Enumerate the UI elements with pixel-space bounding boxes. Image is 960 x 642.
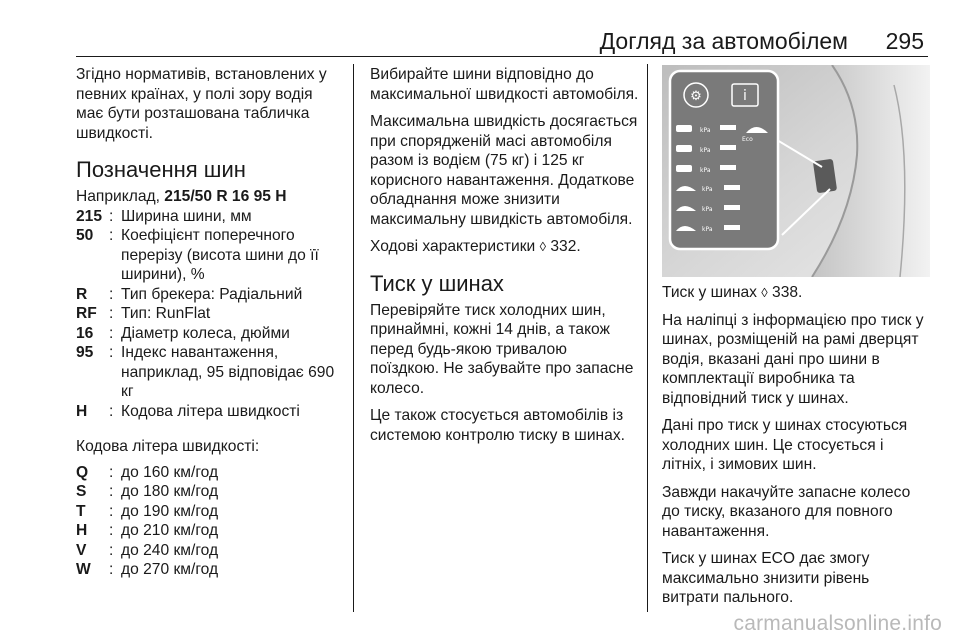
reference-arrow-icon: ◊ [761,285,768,300]
example-prefix: Наприклад, [76,188,165,205]
column-left [76,65,344,580]
column-middle [370,65,640,453]
example-line [76,187,344,207]
paragraph-check-pressure: Перевіряйте тиск холодних шин, принаймні, кожні 14 днів, а також перед будь-якою тривалою поїздкою. Не забувайте про запасне колесо. [370,301,634,397]
figure-label-kpa-5: kPa [702,206,713,213]
paragraph-eco-pressure: Тиск у шинах ECO дає змогу максимально знизити рівень витрати пального. [662,550,870,606]
page-number: 295 [885,28,924,54]
speed-code-separator: : [109,541,114,559]
reference-arrow-icon: ◊ [539,239,547,254]
speed-code-key: T [76,502,86,520]
paragraph-sticker-info: На наліпці з інформацією про тиск у шинах, розміщеній на рамі дверцят водія, вказані дані про шини в комплектації виробника та відповідний тиск у шинах. [662,311,924,407]
tire-code-separator: : [109,402,114,420]
speed-code-key: Q [76,463,89,481]
speed-code-key: V [76,541,87,559]
speed-code-separator: : [109,483,114,500]
tire-pressure-label-photo [662,65,930,277]
column-divider-2 [647,64,648,612]
speed-code-text: до 240 км/год [121,541,219,559]
driving-ref-text: Ходові характеристики [370,238,540,255]
page-title: Догляд за автомобілем [599,28,848,54]
intro-paragraph: Згідно нормативів, встановлених у певних країнах, у полі зору водія має бути розташована табличка швидкості. [76,66,327,142]
speed-code-separator: : [109,463,114,481]
section-heading-tire-markings: Позначення шин [76,157,246,182]
tire-code-text: Тип: RunFlat [121,305,211,322]
figure-label-kpa-2: kPa [700,147,711,154]
figure-label-eco: Eco [742,136,753,143]
pressure-ref-page[interactable]: 338. [767,284,803,301]
tire-code-text: Кодова літера швидкості [121,402,300,420]
paragraph-pressure-ref [662,283,930,303]
speed-code-separator: : [109,561,114,578]
figure-label-kpa-1: kPa [700,127,711,134]
tire-code-separator: : [109,305,114,322]
speed-code-text: до 160 км/год [121,463,219,481]
speed-code-text: до 190 км/год [121,502,219,520]
speed-code-text: до 270 км/год [121,561,219,578]
watermark: carmanualsonline.info [733,612,942,635]
tire-code-separator: : [109,227,114,244]
tire-code-key: H [76,402,88,420]
speed-code-text: до 210 км/год [121,522,219,539]
door-frame-illustration [662,65,930,277]
figure-label-kpa-4: kPa [702,186,713,193]
figure-label-kpa-6: kPa [702,226,713,233]
page-header [0,0,960,56]
speed-code-separator: : [109,502,114,520]
paragraph-choose-tires: Вибирайте шини відповідно до максимальної швидкості автомобіля. [370,66,639,103]
paragraph-max-speed: Максимальна швидкість досягається при спорядженій масі автомобіля разом із водієм (75 кг) і 125 кг корисного навантаження. Додаткове обладнання може знизити максимальну швидкість автомобіля. [370,113,638,228]
tire-code-text: Ширина шини, мм [121,207,252,225]
speed-code-text: до 180 км/год [121,483,219,500]
speed-code-separator: : [109,522,114,539]
example-value: 215/50 R 16 95 H [164,188,287,205]
speed-code-list [76,463,344,580]
tire-code-text: Діаметр колеса, дюйми [121,324,290,342]
speed-intro: Кодова літера швидкості: [76,438,260,455]
tire-code-separator: : [109,285,114,303]
paragraph-driving-ref [370,237,640,257]
paragraph-tpms: Це також стосується автомобілів із системою контролю тиску в шинах. [370,407,625,444]
tire-code-key: RF [76,305,97,322]
tire-code-key: 50 [76,227,94,244]
pressure-ref-text: Тиск у шинах [662,284,762,301]
tire-code-separator: : [109,207,114,225]
paragraph-spare-wheel: Завжди накачуйте запасне колесо до тиску, вказаного для повного навантаження. [662,483,911,540]
column-divider-1 [353,64,354,612]
driving-ref-page[interactable]: 332. [546,238,581,255]
speed-code-key: S [76,483,87,500]
figure-label-kpa-3: kPa [700,167,711,174]
speed-code-key: H [76,522,88,539]
header-divider [76,56,928,57]
tire-code-text: Коефіцієнт поперечного перерізу (висота шини до її ширини), % [121,227,319,283]
column-right [662,65,930,616]
tire-code-key: 215 [76,207,103,225]
tire-code-text: Тип брекера: Радіальний [121,285,303,303]
svg-text:⚙: ⚙ [690,89,702,104]
tire-code-text: Індекс навантаження, наприклад, 95 відповідає 690 кг [121,344,335,400]
tire-code-key: 95 [76,344,94,361]
paragraph-cold-tires: Дані про тиск у шинах стосуються холодних шин. Це стосується і літніх, і зимових шин. [662,417,908,473]
tire-code-separator: : [109,324,114,342]
tire-code-key: 16 [76,324,94,342]
tire-code-list [76,207,344,422]
section-heading-tire-pressure: Тиск у шинах [370,270,504,296]
tire-code-key: R [76,285,88,303]
tire-code-separator: : [109,344,114,361]
speed-code-key: W [76,561,91,578]
svg-text:i: i [743,88,747,104]
